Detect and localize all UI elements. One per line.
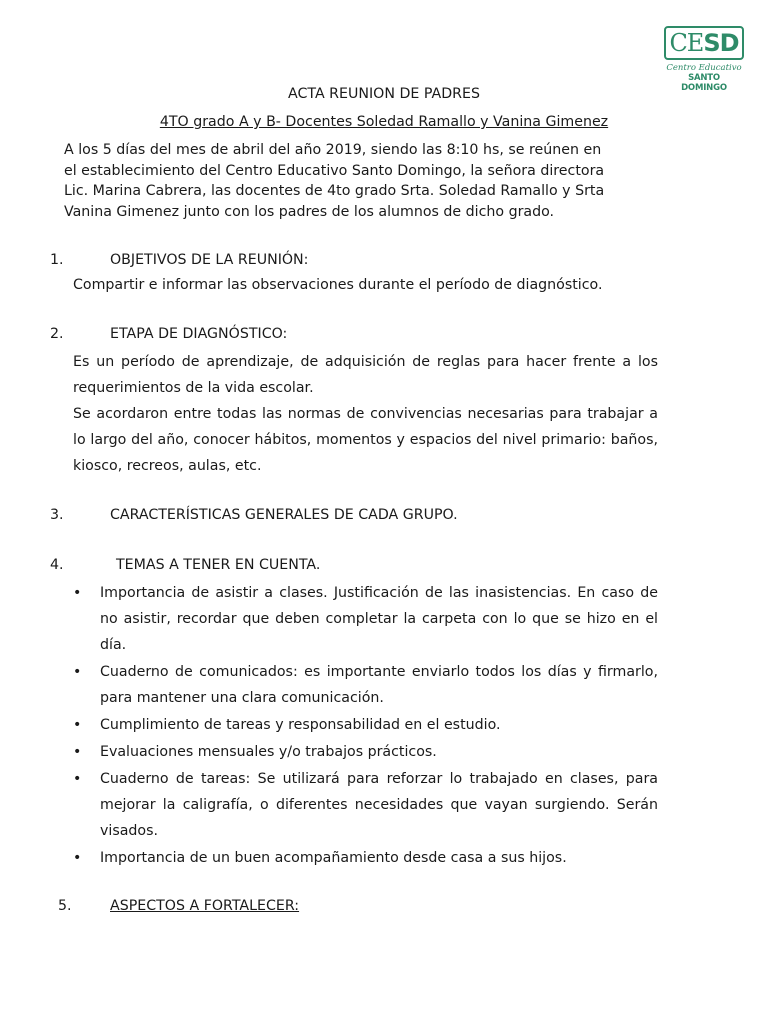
list-item	[73, 845, 658, 871]
intro-line: A los 5 días del mes de abril del año 2019, siendo las 8:10 hs, se reúnen en	[64, 142, 602, 158]
section-title: ETAPA DE DIAGNÓSTICO:	[110, 326, 288, 342]
section-paragraph: Se acordaron entre todas las normas de convivencias necesarias para trabajar a lo largo del año, conocer hábitos, momentos y espacios del nivel primario: baños, kiosco, recreos, aulas, etc.	[73, 406, 658, 474]
section-2-body	[73, 349, 658, 479]
section-4-heading	[50, 557, 320, 573]
section-1-heading	[50, 252, 308, 268]
section-4-bullet-list	[73, 580, 658, 871]
list-item	[73, 659, 658, 711]
section-1-body	[73, 272, 658, 298]
list-item-text: Importancia de asistir a clases. Justificación de las inasistencias. En caso de no asistir, recordar que deben completar la carpeta con lo que se hizo en el día.	[100, 585, 658, 653]
section-2-heading	[50, 326, 287, 342]
bullet-icon: •	[73, 585, 82, 601]
section-paragraph: Compartir e informar las observaciones durante el período de diagnóstico.	[73, 277, 603, 293]
section-3-heading	[50, 507, 458, 523]
section-number: 5.	[58, 898, 72, 914]
bullet-icon: •	[73, 771, 82, 787]
section-5-heading	[58, 898, 299, 914]
list-item-text: Cuaderno de tareas: Se utilizará para reforzar lo trabajado en clases, para mejorar la caligrafía, o diferentes necesidades que vayan surgiendo. Serán visados.	[100, 771, 658, 839]
list-item-text: Cumplimiento de tareas y responsabilidad en el estudio.	[100, 717, 501, 733]
logo-line-2: SANTO DOMINGO	[681, 73, 727, 93]
logo-line-1: Centro Educativo	[666, 63, 742, 73]
list-item	[73, 580, 658, 658]
bullet-icon: •	[73, 850, 82, 866]
section-title: OBJETIVOS DE LA REUNIÓN:	[110, 252, 309, 268]
section-number: 1.	[50, 252, 64, 268]
list-item-text: Importancia de un buen acompañamiento desde casa a sus hijos.	[100, 850, 567, 866]
logo-mark-bold: SD	[703, 29, 739, 57]
logo-mark	[664, 26, 744, 60]
list-item-text: Evaluaciones mensuales y/o trabajos prácticos.	[100, 744, 437, 760]
school-logo	[664, 26, 748, 93]
section-title: CARACTERÍSTICAS GENERALES DE CADA GRUPO.	[110, 507, 458, 523]
section-number: 4.	[50, 557, 64, 573]
bullet-icon: •	[73, 664, 82, 680]
document-title: ACTA REUNION DE PADRES	[288, 86, 480, 102]
intro-line: Vanina Gimenez junto con los padres de los alumnos de dicho grado.	[64, 203, 555, 220]
list-item-text: Cuaderno de comunicados: es importante enviarlo todos los días y firmarlo, para mantener una clara comunicación.	[100, 664, 658, 706]
section-number: 3.	[50, 507, 64, 523]
section-title: ASPECTOS A FORTALECER:	[110, 898, 300, 914]
section-title: TEMAS A TENER EN CUENTA.	[116, 557, 321, 573]
bullet-icon: •	[73, 744, 82, 760]
section-number: 2.	[50, 326, 64, 342]
bullet-icon: •	[73, 717, 82, 733]
intro-line: Lic. Marina Cabrera, las docentes de 4to grado Srta. Soledad Ramallo y Srta	[64, 183, 605, 199]
list-item	[73, 739, 658, 765]
document-subtitle: 4TO grado A y B- Docentes Soledad Ramallo y Vanina Gimenez	[159, 114, 609, 130]
intro-line: el establecimiento del Centro Educativo Santo Domingo, la señora directora	[64, 162, 605, 179]
list-item	[73, 766, 658, 844]
list-item	[73, 712, 658, 738]
logo-mark-plain: CE	[669, 29, 704, 57]
section-paragraph: Es un período de aprendizaje, de adquisición de reglas para hacer frente a los requerimientos de la vida escolar.	[73, 354, 658, 396]
intro-paragraph	[64, 140, 664, 222]
